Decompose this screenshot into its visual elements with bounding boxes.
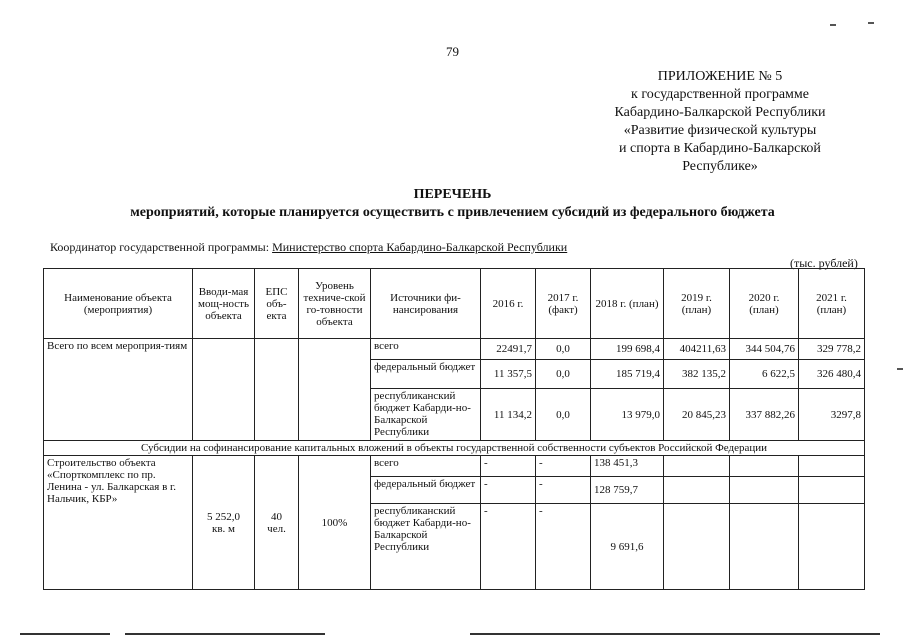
table-row [44,339,865,360]
document-title [0,186,905,222]
value-cell: 0,0 [536,389,591,441]
value-cell: 337 882,26 [730,389,799,441]
value-cell: 11 134,2 [481,389,536,441]
table-header-row [44,269,865,339]
eps-value: 40 [271,510,282,523]
value-cell: 326 480,4 [799,360,865,389]
total-eps-cell [255,339,299,441]
appendix-line: и спорта в Кабардино-Балкарской [619,141,821,156]
page-number: 79 [446,44,459,59]
value-cell: - [481,456,536,477]
value-cell: - [536,477,591,504]
value-cell: 3297,8 [799,389,865,441]
header-sources: Источники фи-нансирования [371,269,481,339]
scan-artifact-mark [897,368,903,370]
value-cell: 185 719,4 [591,360,664,389]
appendix-block [590,68,850,176]
measures-table [43,268,865,590]
value-cell: 11 357,5 [481,360,536,389]
header-2020: 2020 г. (план) [730,269,799,339]
value-cell: 22491,7 [481,339,536,360]
coordinator-label: Координатор государственной программы: [50,240,270,254]
value-cell: 199 698,4 [591,339,664,360]
value-cell: 13 979,0 [591,389,664,441]
scan-artifact-mark [868,22,874,24]
header-2018: 2018 г. (план) [591,269,664,339]
value-cell [664,477,730,504]
value-cell [799,456,865,477]
scan-artifact-mark [830,24,836,26]
value-cell: 20 845,23 [664,389,730,441]
value-cell: - [536,456,591,477]
header-2017: 2017 г. (факт) [536,269,591,339]
value-cell: 128 759,7 [591,477,664,504]
source-cell: республиканский бюджет Кабарди-но-Балкарской Республики [371,504,481,590]
value-cell [664,456,730,477]
object-name-cell: Строительство объекта «Спорткомплекс по пр. Ленина - ул. Балкарская в г. Нальчик, КБР» [44,456,193,590]
value-cell [730,456,799,477]
coordinator-ministry: Министерство спорта Кабардино-Балкарской Республики [272,240,568,254]
source-cell: федеральный бюджет [371,477,481,504]
object-readiness-cell: 100% [299,456,371,590]
total-readiness-cell [299,339,371,441]
value-cell: 138 451,3 [591,456,664,477]
value-cell: 6 622,5 [730,360,799,389]
source-cell: республиканский бюджет Кабарди-но-Балкарской Республики [371,389,481,441]
total-name-cell: Всего по всем мероприя-тиям [44,339,193,441]
source-cell: всего [371,339,481,360]
header-2016: 2016 г. [481,269,536,339]
value-cell [664,504,730,590]
source-cell: всего [371,456,481,477]
value-cell [799,504,865,590]
value-cell: 329 778,2 [799,339,865,360]
document-title-sub: мероприятий, которые планируется осуществить с привлечением субсидий из федерального бюджета [130,205,775,220]
header-eps: ЕПС объ-екта [255,269,299,339]
source-cell: федеральный бюджет [371,360,481,389]
appendix-line: «Развитие физической культуры [623,123,817,138]
section-title: Субсидии на софинансирование капитальных вложений в объекты государственной собственности субъектов Российской Федерации [44,441,865,456]
value-cell: 0,0 [536,339,591,360]
value-cell: 0,0 [536,360,591,389]
value-cell: - [481,504,536,590]
coordinator-line [50,240,567,255]
section-row [44,441,865,456]
total-capacity-cell [193,339,255,441]
value-cell [730,504,799,590]
value-cell: - [536,504,591,590]
header-name: Наименование объекта (мероприятия) [44,269,193,339]
appendix-line: Кабардино-Балкарской Республики [614,105,826,120]
value-cell: - [481,477,536,504]
object-eps-cell [255,456,299,590]
units-label: (тыс. рублей) [790,256,858,270]
header-2021: 2021 г. (план) [799,269,865,339]
header-capacity: Вводи-мая мощ-ность объекта [193,269,255,339]
scan-artifact-line [125,633,325,635]
capacity-unit: кв. м [212,522,235,535]
scan-artifact-line [20,633,110,635]
value-cell: 404211,63 [664,339,730,360]
object-capacity-cell [193,456,255,590]
value-cell: 344 504,76 [730,339,799,360]
header-2019: 2019 г. (план) [664,269,730,339]
header-readiness: Уровень техниче-ской го-товности объекта [299,269,371,339]
capacity-value: 5 252,0 [207,510,240,523]
eps-unit: чел. [267,522,286,535]
value-cell [730,477,799,504]
value-cell: 9 691,6 [591,504,664,590]
document-title-main: ПЕРЕЧЕНЬ [413,187,492,202]
value-cell [799,477,865,504]
scan-artifact-line [470,633,880,635]
table-row [44,456,865,477]
appendix-line: ПРИЛОЖЕНИЕ № 5 [657,69,783,84]
appendix-line: Республике» [682,159,758,174]
value-cell: 382 135,2 [664,360,730,389]
appendix-line: к государственной программе [631,87,809,102]
